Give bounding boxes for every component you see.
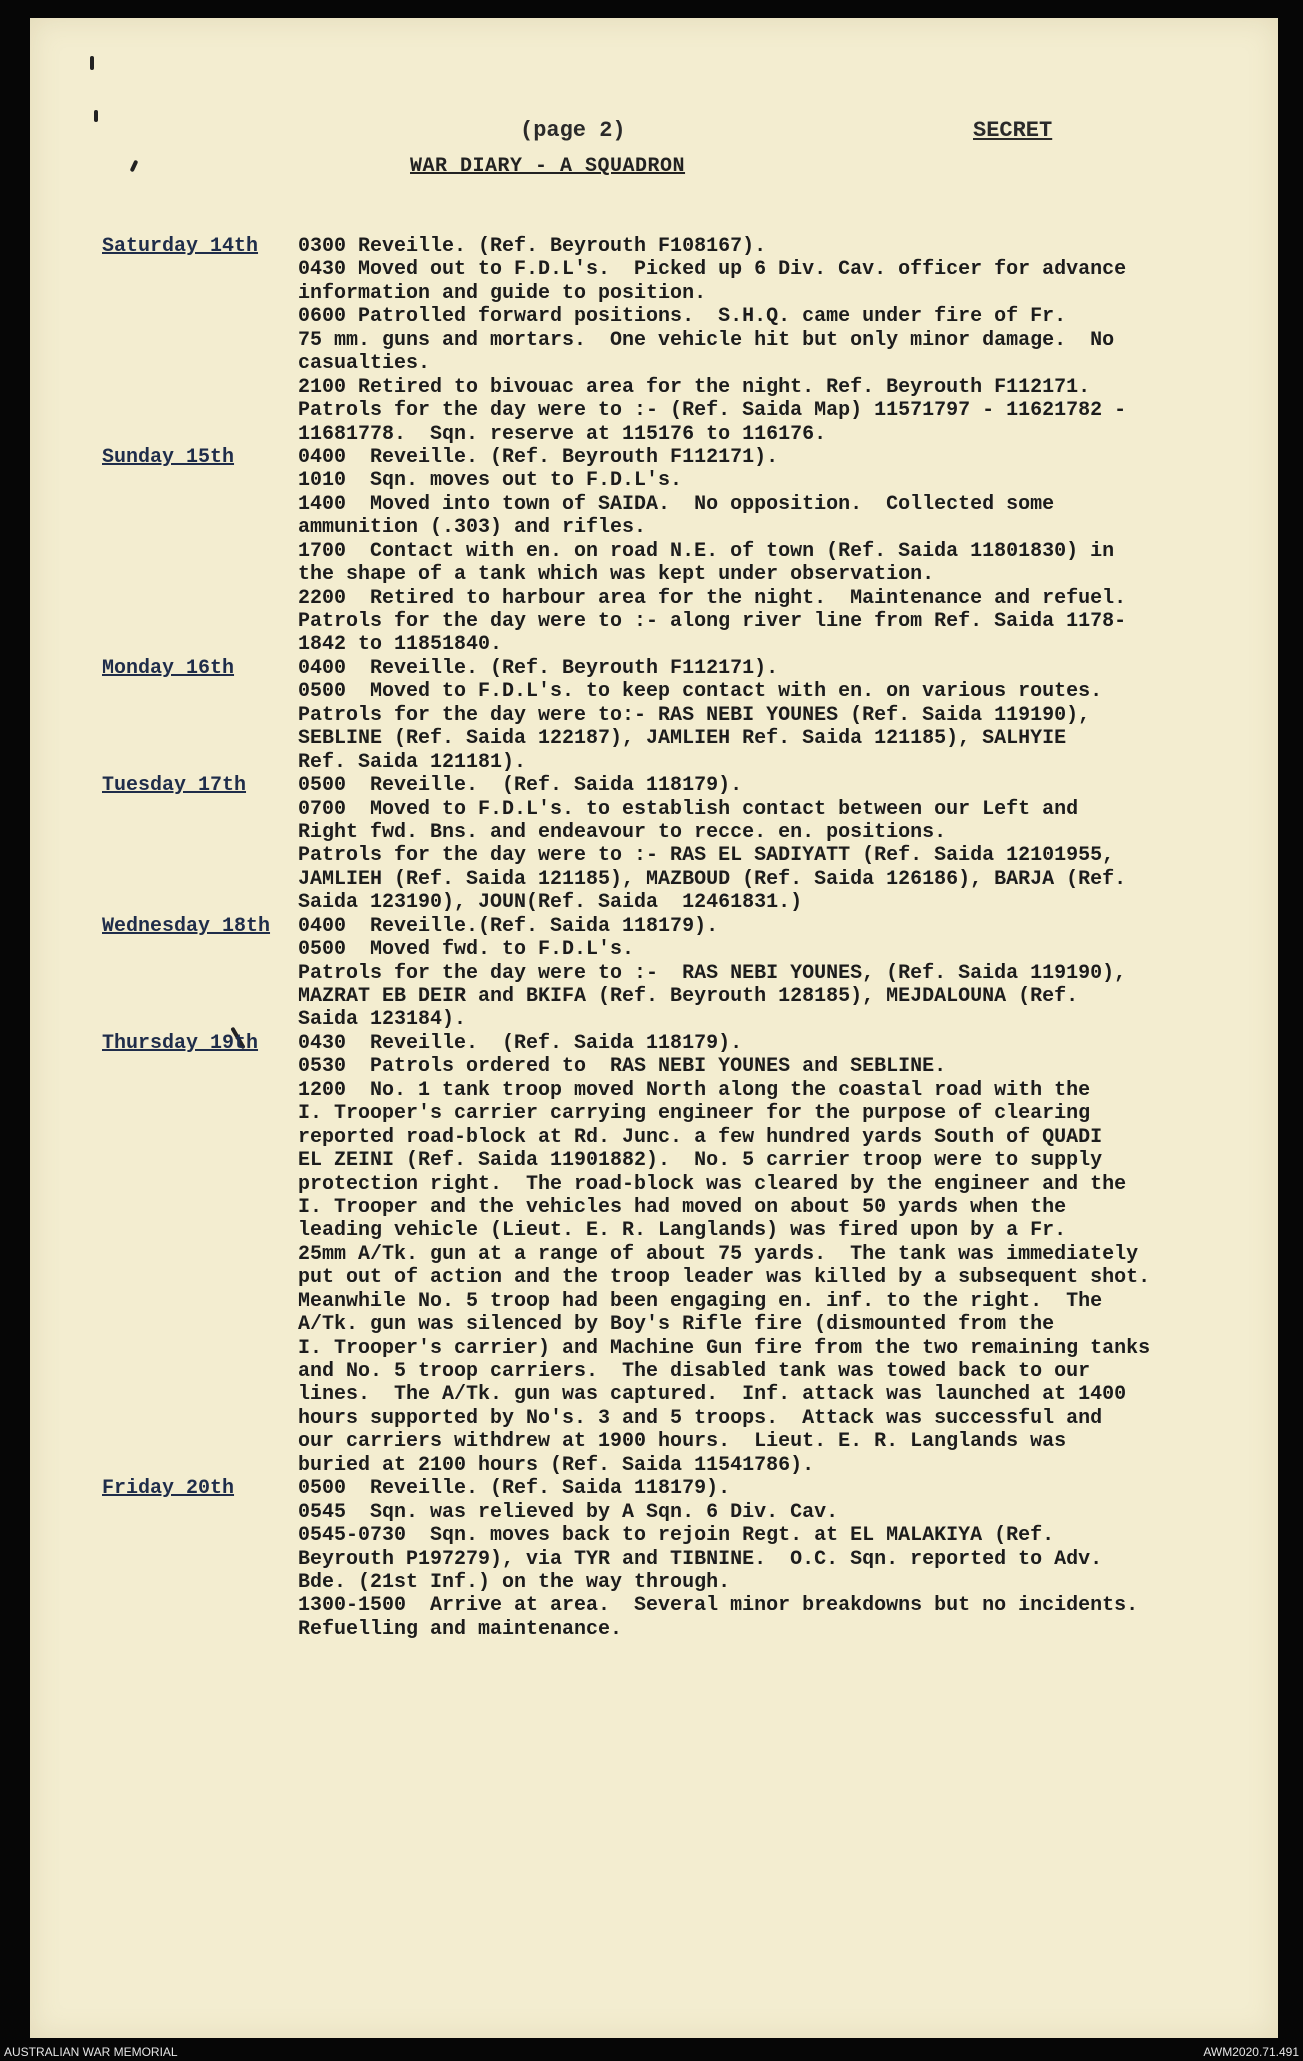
diary-day-entry <box>102 446 1222 657</box>
diary-line: Right fwd. Bns. and endeavour to recce. en. positions. <box>298 820 947 844</box>
diary-line: Saida 123184). <box>298 1008 467 1032</box>
diary-line: EL ZEINI (Ref. Saida 11901882). No. 5 carrier troop were to supply <box>298 1149 1103 1173</box>
ink-mark <box>130 160 139 173</box>
diary-line: Patrols for the day were to :- (Ref. Saida Map) 11571797 - 11621782 - <box>298 399 1127 423</box>
diary-line: Patrols for the day were to:- RAS NEBI YOUNES (Ref. Saida 119190), <box>298 703 1091 727</box>
diary-line: and No. 5 troop carriers. The disabled tank was towed back to our <box>298 1360 1091 1383</box>
diary-line: 1842 to 11851840. <box>298 633 503 657</box>
day-label: Tuesday 17th <box>102 774 247 798</box>
diary-line: 0545 Sqn. was relieved by A Sqn. 6 Div. Cav. <box>298 1500 839 1524</box>
diary-day-entry <box>102 235 1222 446</box>
diary-day-entry <box>102 915 1222 1032</box>
archive-reference: AWM2020.71.491 <box>1203 2045 1299 2059</box>
diary-line: 0500 Moved fwd. to F.D.L's. <box>298 938 635 962</box>
diary-line: 0430 Reveille. (Ref. Saida 118179). <box>298 1031 743 1055</box>
diary-line: protection right. The road-block was cleared by the engineer and the <box>298 1172 1127 1196</box>
diary-line: 25mm A/Tk. gun at a range of about 75 yards. The tank was immediately <box>298 1242 1139 1266</box>
diary-line: ammunition (.303) and rifles. <box>298 516 647 540</box>
diary-line: I. Trooper and the vehicles had moved on about 50 yards when the <box>298 1195 1067 1219</box>
diary-line: leading vehicle (Lieut. E. R. Langlands) was fired upon by a Fr. <box>298 1219 1067 1243</box>
day-lines <box>298 915 1222 1032</box>
diary-line: 1400 Moved into town of SAIDA. No opposition. Collected some <box>298 492 1055 516</box>
diary-line: Patrols for the day were to :- RAS NEBI YOUNES, (Ref. Saida 119190), <box>298 961 1127 985</box>
diary-line: 1200 No. 1 tank troop moved North along the coastal road with the <box>298 1078 1091 1102</box>
diary-line: JAMLIEH (Ref. Saida 121185), MAZBOUD (Ref. Saida 126186), BARJA (Ref. <box>298 867 1127 891</box>
diary-line: 2200 Retired to harbour area for the night. Maintenance and refuel. <box>298 586 1127 610</box>
diary-line: our carriers withdrew at 1900 hours. Lieut. E. R. Langlands was <box>298 1430 1067 1454</box>
diary-line: 1010 Sqn. moves out to F.D.L's. <box>298 469 683 493</box>
day-lines <box>298 657 1222 774</box>
diary-line: Saida 123190), JOUN(Ref. Saida 12461831.) <box>298 891 803 915</box>
ink-mark <box>90 56 94 70</box>
diary-entries <box>102 235 1222 1641</box>
diary-line: 0400 Reveille.(Ref. Saida 118179). <box>298 914 719 938</box>
page-number: (page 2) <box>520 118 626 143</box>
ink-mark <box>94 110 98 122</box>
diary-line: the shape of a tank which was kept under observation. <box>298 563 935 587</box>
classification-label: SECRET <box>973 118 1053 143</box>
diary-line: 0700 Moved to F.D.L's. to establish contact between our Left and <box>298 797 1079 821</box>
diary-line: I. Trooper's carrier) and Machine Gun fire from the two remaining tanks <box>298 1336 1151 1360</box>
diary-line: 2100 Retired to bivouac area for the night. Ref. Beyrouth F112171. <box>298 375 1091 399</box>
diary-line: 0400 Reveille. (Ref. Beyrouth F112171). <box>298 445 779 469</box>
diary-line: 0500 Reveille. (Ref. Saida 118179). <box>298 1477 731 1501</box>
diary-day-entry <box>102 657 1222 774</box>
diary-line: 1700 Contact with en. on road N.E. of town (Ref. Saida 11801830) in <box>298 539 1115 563</box>
diary-line: Refuelling and maintenance. <box>298 1617 623 1641</box>
diary-line: lines. The A/Tk. gun was captured. Inf. attack was launched at 1400 <box>298 1383 1127 1407</box>
diary-line: Patrols for the day were to :- along river line from Ref. Saida 1178- <box>298 610 1127 633</box>
day-label: Wednesday 18th <box>102 914 271 938</box>
diary-line: 0430 Moved out to F.D.L's. Picked up 6 Div. Cav. officer for advance <box>298 258 1127 282</box>
diary-line: 0600 Patrolled forward positions. S.H.Q. came under fire of Fr. <box>298 305 1067 329</box>
day-lines <box>298 235 1222 446</box>
diary-line: Patrols for the day were to :- RAS EL SADIYATT (Ref. Saida 12101955, <box>298 844 1115 868</box>
diary-line: 0500 Reveille. (Ref. Saida 118179). <box>298 774 743 798</box>
diary-line: 1300-1500 Arrive at area. Several minor breakdowns but no incidents. <box>298 1594 1139 1618</box>
day-label: Friday 20th <box>102 1477 235 1501</box>
day-lines <box>298 446 1222 657</box>
diary-day-entry <box>102 1032 1222 1477</box>
diary-line: put out of action and the troop leader was killed by a subsequent shot. <box>298 1266 1151 1290</box>
day-label: Monday 16th <box>102 656 235 680</box>
day-label: Saturday 14th <box>102 235 259 258</box>
diary-line: 75 mm. guns and mortars. One vehicle hit but only minor damage. No <box>298 328 1115 352</box>
diary-line: 0500 Moved to F.D.L's. to keep contact with en. on various routes. <box>298 680 1103 704</box>
diary-line: SEBLINE (Ref. Saida 122187), JAMLIEH Ref. Saida 121185), SALHYIE <box>298 727 1067 751</box>
diary-line: 0300 Reveille. (Ref. Beyrouth F108167). <box>298 235 767 258</box>
diary-line: 0545-0730 Sqn. moves back to rejoin Regt. at EL MALAKIYA (Ref. <box>298 1524 1055 1548</box>
diary-day-entry <box>102 1477 1222 1641</box>
diary-line: buried at 2100 hours (Ref. Saida 11541786). <box>298 1453 815 1477</box>
diary-line: MAZRAT EB DEIR and BKIFA (Ref. Beyrouth 128185), MEJDALOUNA (Ref. <box>298 985 1079 1008</box>
diary-line: Ref. Saida 121181). <box>298 750 527 774</box>
diary-line: reported road-block at Rd. Junc. a few hundred yards South of QUADI <box>298 1125 1103 1149</box>
diary-line: hours supported by No's. 3 and 5 troops. Attack was successful and <box>298 1406 1103 1430</box>
diary-line: Meanwhile No. 5 troop had been engaging en. inf. to the right. The <box>298 1289 1103 1313</box>
diary-day-entry <box>102 774 1222 915</box>
document-title: WAR DIARY - A SQUADRON <box>410 155 686 178</box>
day-label: Thursday 19th <box>102 1031 259 1055</box>
diary-line: Beyrouth P197279), via TYR and TIBNINE. O.C. Sqn. reported to Adv. <box>298 1547 1103 1571</box>
diary-line: Bde. (21st Inf.) on the way through. <box>298 1570 731 1594</box>
diary-line: I. Trooper's carrier carrying engineer for the purpose of clearing <box>298 1102 1091 1126</box>
diary-line: 0530 Patrols ordered to RAS NEBI YOUNES and SEBLINE. <box>298 1055 947 1079</box>
diary-line: information and guide to position. <box>298 281 707 305</box>
day-label: Sunday 15th <box>102 445 235 469</box>
diary-line: 0400 Reveille. (Ref. Beyrouth F112171). <box>298 656 779 680</box>
day-lines <box>298 774 1222 915</box>
diary-line: casualties. <box>298 352 431 376</box>
archive-credit: AUSTRALIAN WAR MEMORIAL <box>4 2045 178 2059</box>
day-lines <box>298 1477 1222 1641</box>
diary-line: A/Tk. gun was silenced by Boy's Rifle fire (dismounted from the <box>298 1313 1055 1337</box>
diary-line: 11681778. Sqn. reserve at 115176 to 116176. <box>298 422 827 446</box>
day-lines <box>298 1032 1222 1477</box>
